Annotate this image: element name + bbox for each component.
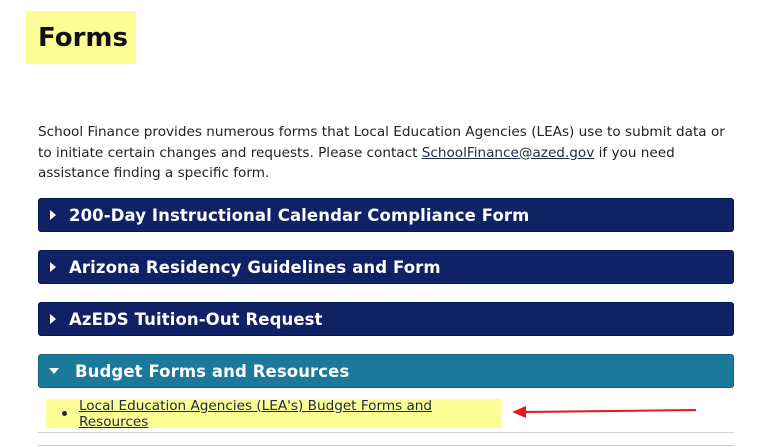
accordion-label: Budget Forms and Resources xyxy=(75,361,350,381)
arrow-shaft xyxy=(524,410,696,412)
list-item-highlight xyxy=(46,399,501,428)
intro-paragraph xyxy=(38,122,738,184)
annotation-arrow-icon xyxy=(510,402,700,422)
caret-right-icon xyxy=(50,262,56,272)
page-title-highlight xyxy=(26,11,136,64)
email-link[interactable]: SchoolFinance@azed.gov xyxy=(421,144,595,161)
accordion-header-azeds-tuition-out[interactable] xyxy=(38,302,734,336)
arrow-head xyxy=(512,406,526,418)
accordion-label: AzEDS Tuition-Out Request xyxy=(69,309,323,329)
accordion-header-budget-forms[interactable] xyxy=(38,354,734,388)
accordion-header-arizona-residency[interactable] xyxy=(38,250,734,284)
caret-down-icon xyxy=(49,368,59,374)
intro-text-after: if you need assistance finding a specific form. xyxy=(38,144,675,181)
accordion-header-200-day-calendar[interactable] xyxy=(38,198,734,232)
bullet-icon xyxy=(62,411,67,416)
caret-right-icon xyxy=(50,210,56,220)
page-title: Forms xyxy=(38,23,128,53)
lea-budget-forms-link[interactable]: Local Education Agencies (LEA's) Budget Forms and Resources xyxy=(78,397,433,430)
caret-right-icon xyxy=(50,314,56,324)
accordion-label: 200-Day Instructional Calendar Compliance Form xyxy=(69,205,530,225)
divider xyxy=(38,445,734,446)
intro-text-before: School Finance provides numerous forms that Local Education Agencies (LEAs) use to submit data or to initiate certain changes and requests. Please contact xyxy=(38,124,725,161)
accordion-label: Arizona Residency Guidelines and Form xyxy=(69,257,441,277)
